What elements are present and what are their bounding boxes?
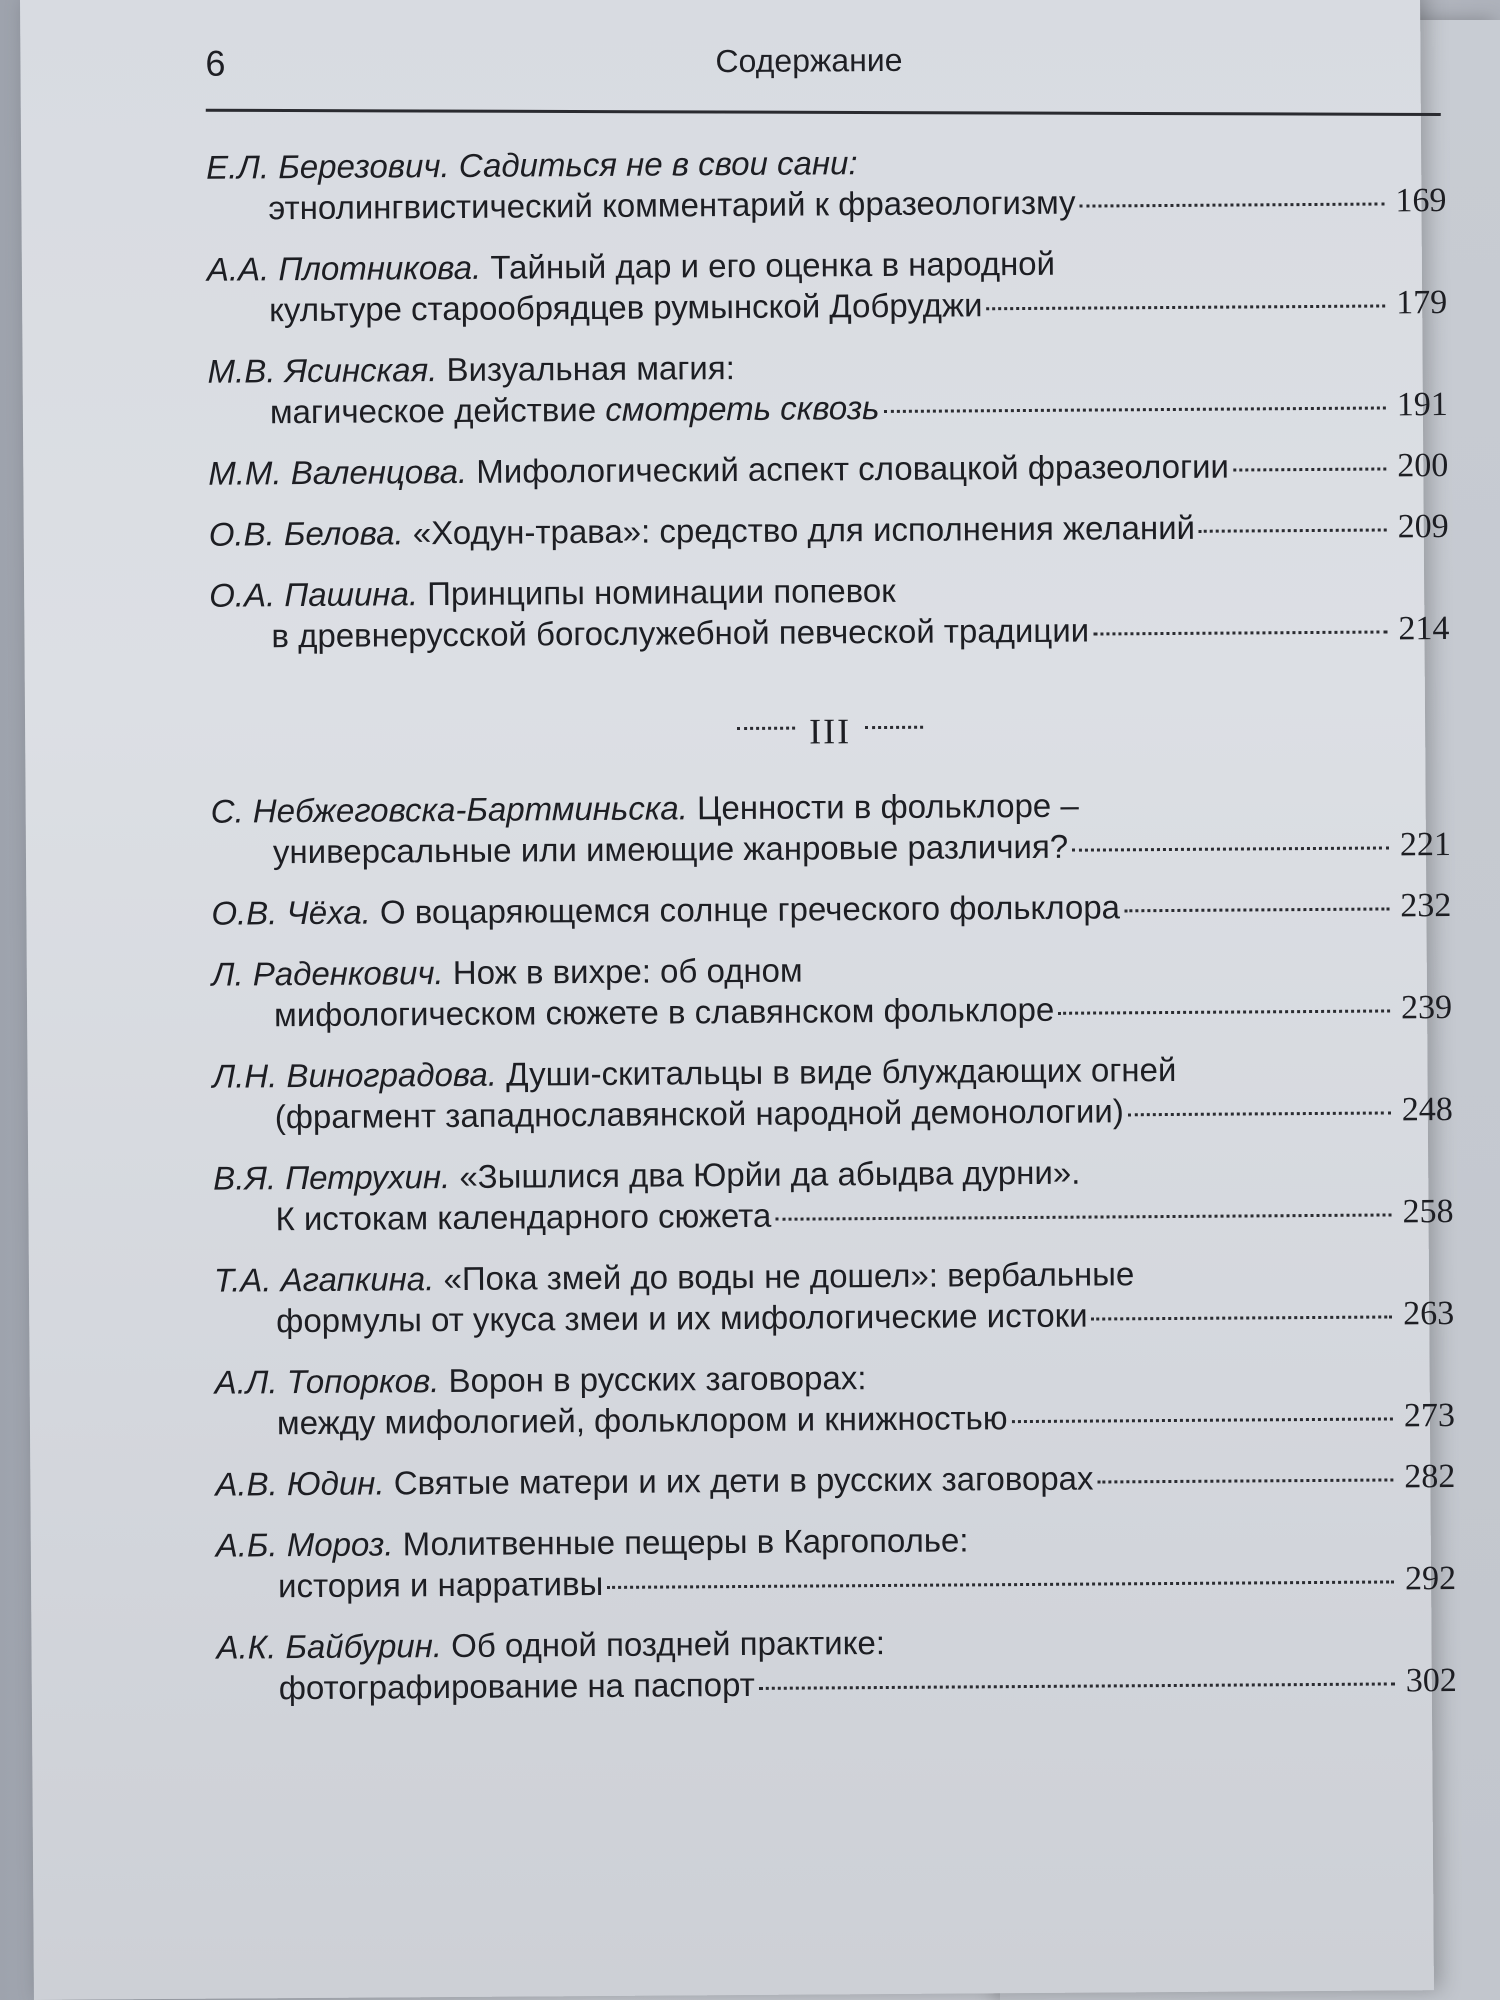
page-header [205, 34, 1425, 103]
toc-entry-line [208, 444, 1448, 495]
toc-author: Л.Н. Виноградова. [212, 1055, 498, 1095]
toc-page-number: 248 [1401, 1091, 1453, 1129]
section-divider [210, 707, 1450, 757]
toc-page-number: 239 [1400, 989, 1453, 1027]
toc-page-number: 221 [1399, 826, 1452, 864]
toc-entry-continuation [213, 1190, 1453, 1241]
toc-title-line2: К истокам календарного сюжета [275, 1196, 772, 1238]
toc-title-line1: Принципы номинации попевок [427, 571, 896, 613]
toc-author: В.Я. Петрухин. [213, 1158, 451, 1197]
toc-title-line1: Души-скитальцы в виде блуждающих огней [505, 1050, 1177, 1093]
header-rule [206, 109, 1441, 116]
toc-title-line2: между мифологией, фольклором и книжностью [276, 1399, 1008, 1442]
toc-entry-continuation [207, 281, 1447, 332]
toc-page-number: 292 [1404, 1560, 1457, 1598]
toc-entry[interactable] [211, 884, 1451, 935]
toc-entry[interactable] [208, 444, 1448, 495]
toc-page-number: 282 [1404, 1458, 1456, 1496]
dot-leader [1072, 846, 1389, 851]
toc-entry-continuation [209, 607, 1449, 658]
toc-page-number: 273 [1403, 1397, 1456, 1435]
toc-title-line1: Ценности в фольклоре – [696, 786, 1079, 827]
toc-title: Святые матери и их дети в русских заговорах [393, 1459, 1094, 1502]
toc-entry-continuation [211, 823, 1451, 874]
toc-title-line1: Нож в вихре: об одном [452, 951, 803, 992]
toc-title-line2: (фрагмент западнославянской народной демонологии) [274, 1092, 1124, 1136]
table-of-contents [206, 138, 1457, 1729]
section-numeral: III [809, 711, 852, 752]
toc-entry-line [209, 505, 1449, 556]
toc-author: А.В. Юдин. [215, 1464, 385, 1503]
toc-title-line1: Тайный дар и его оценка в народной [490, 244, 1056, 286]
dot-leader [1128, 1111, 1391, 1116]
toc-page-number: 214 [1398, 610, 1450, 648]
toc-title-line2: формулы от укуса змеи и их мифологические истоки [276, 1296, 1088, 1340]
toc-title-line2: универсальные или имеющие жанровые различия? [272, 827, 1069, 871]
toc-title-line2: мифологическом сюжете в славянском фольклоре [273, 990, 1055, 1034]
dot-leader [1092, 1315, 1393, 1320]
toc-page-number: 191 [1396, 386, 1448, 424]
dot-leader [1058, 1009, 1390, 1014]
toc-entry[interactable] [215, 1455, 1455, 1506]
toc-entry[interactable] [216, 1516, 1457, 1608]
toc-author: Л. Раденкович. [211, 954, 444, 993]
toc-entry-line [211, 884, 1451, 935]
toc-entry-continuation [206, 179, 1446, 230]
dot-leader [1199, 528, 1387, 532]
toc-author: А.Б. Мороз. [215, 1525, 394, 1564]
toc-entry-line [215, 1455, 1455, 1506]
toc-author: О.В. Чёха. [211, 893, 371, 932]
toc-author: А.А. Плотникова. [206, 248, 482, 288]
toc-author: Т.А. Агапкина. [213, 1260, 435, 1299]
toc-page-number: 209 [1397, 508, 1449, 546]
toc-page-number: 302 [1405, 1662, 1457, 1700]
toc-author: О.А. Пашина. [209, 575, 419, 614]
toc-author: С. Небжеговска-Бартминьска. [210, 789, 688, 830]
toc-entry-continuation [208, 383, 1448, 434]
toc-title-line1: Ворон в русских заговорах: [448, 1359, 867, 1400]
toc-entry[interactable] [206, 138, 1447, 230]
running-title: Содержание [715, 41, 903, 80]
dot-leader [775, 1213, 1391, 1220]
dot-leader [986, 304, 1385, 310]
page-number: 6 [205, 42, 226, 84]
dot-leader [1097, 1478, 1393, 1483]
toc-title-plain: магическое действие [269, 390, 606, 431]
toc-entry-continuation [216, 1557, 1456, 1608]
toc-author: Е.Л. Березович. [206, 147, 450, 186]
toc-author: М.В. Ясинская. [207, 351, 438, 390]
toc-entry[interactable] [207, 342, 1448, 434]
toc-title-line2: этнолингвистический комментарий к фразеологизму [268, 183, 1076, 227]
toc-title-line1: «Зышлися два Юрйи да абыдва дурни». [459, 1153, 1081, 1195]
toc-entry[interactable] [215, 1353, 1456, 1445]
toc-entry-continuation [214, 1292, 1454, 1343]
book-page [20, 0, 1457, 2000]
toc-entry[interactable] [214, 1251, 1455, 1343]
toc-entry-continuation [213, 1088, 1453, 1139]
toc-page-number: 263 [1403, 1295, 1455, 1333]
toc-page-number: 258 [1402, 1193, 1454, 1231]
toc-page-number: 232 [1400, 887, 1452, 925]
toc-title-line2: в древнерусской богослужебной певческой традиции [271, 611, 1090, 655]
dot-leader [1080, 202, 1385, 207]
toc-entry[interactable] [209, 505, 1449, 556]
toc-title-line2 [270, 387, 880, 432]
toc-entry[interactable] [211, 782, 1452, 874]
dot-leader [607, 1580, 1394, 1588]
toc-page-number: 169 [1395, 182, 1447, 220]
toc-entry[interactable] [212, 945, 1453, 1037]
toc-entry-continuation [215, 1394, 1455, 1445]
toc-title: Мифологический аспект словацкой фразеологии [476, 447, 1230, 490]
toc-title-line2: история и нарративы [277, 1564, 604, 1605]
toc-title-line1: Об одной поздней практике: [451, 1624, 886, 1665]
divider-dots-right [865, 726, 923, 729]
toc-title: О воцаряющемся солнце греческого фольклора [379, 888, 1121, 931]
toc-entry[interactable] [209, 566, 1450, 658]
toc-title-line1: Садиться не в свои сани: [458, 144, 858, 184]
dot-leader [883, 406, 1385, 413]
toc-title-italic: смотреть сквозь [605, 389, 880, 428]
toc-page-number: 179 [1396, 284, 1448, 322]
toc-author: А.Л. Топорков. [214, 1362, 440, 1401]
toc-author: М.М. Валенцова. [208, 452, 468, 492]
dot-leader [1124, 907, 1389, 912]
toc-title: «Ходун-трава»: средство для исполнения желаний [412, 508, 1196, 552]
toc-entry[interactable] [212, 1047, 1453, 1139]
toc-author: А.К. Байбурин. [216, 1627, 443, 1666]
dot-leader [1233, 467, 1386, 471]
toc-entry[interactable] [216, 1618, 1457, 1710]
dot-leader [759, 1682, 1395, 1689]
toc-title-line2: культуре старообрядцев румынской Добруджи [269, 286, 983, 329]
toc-entry[interactable] [213, 1149, 1454, 1241]
toc-title-line1: «Пока змей до воды не дошел»: вербальные [443, 1255, 1135, 1298]
toc-title-line1: Молитвенные пещеры в Каргополье: [402, 1521, 969, 1563]
toc-author: О.В. Белова. [208, 514, 404, 553]
toc-title-line2: фотографирование на паспорт [278, 1665, 755, 1707]
toc-title-line1: Визуальная магия: [446, 349, 735, 389]
divider-dots-left [737, 727, 795, 730]
toc-entry-continuation [212, 986, 1452, 1037]
dot-leader [1093, 630, 1387, 635]
toc-entry[interactable] [207, 240, 1448, 332]
toc-page-number: 200 [1397, 447, 1449, 485]
toc-entry-continuation [217, 1659, 1457, 1710]
dot-leader [1012, 1417, 1393, 1423]
